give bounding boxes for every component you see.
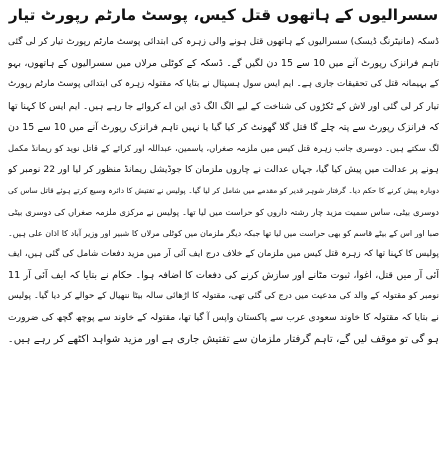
article-line: نومبر کو مقتولہ کے والد کی مدعیت میں درج کی گئی تھی، مقتولہ کا اڑھائی سالہ بیٹا ننھیال کے حوالے کر دیا گیا۔ پولیس xyxy=(8,291,439,302)
article-body xyxy=(8,32,439,350)
article-line: دوسری بیٹی، ساس سمیت مزید چار رشتہ داروں کو حراست میں لیا تھا۔ پولیس نے مرکزی ملزمہ صغراں کی دوسری بیٹی xyxy=(8,206,439,217)
article-line: کہ فرانزک رپورٹ سے پتہ چلے گا قتل گلا گھونٹ کر کیا گیا یا نہیں تاہم فرانزک رپورٹ آنے میں 10 سے 15 دن xyxy=(8,121,439,133)
article-line: آئی آر میں قتل، اغوا، ثبوت مٹانے اور سازش کرنے کی دفعات کا اضافہ ہوا۔ حکام نے بتایا کہ ایف آئی آر 11 xyxy=(8,270,439,282)
article-line: صبا اور اس کے بیٹے قاسم کو بھی حراست میں لیا تھا جبکہ دیگر ملزمان میں کوٹلی مرلاں کا شبیر اور وزیر آباد کا اذان علی ہیں۔ xyxy=(8,228,439,238)
article-line: نے بتایا کہ مقتولہ کا خاوند سعودی عرب سے پاکستان واپس آ گیا تھا، مقتولہ کے خاوند سے پوچھ گچھ کی ضرورت xyxy=(8,312,439,324)
article-line: ہونے پر عدالت میں پیش کیا گیا، جہاں عدالت نے چاروں ملزمان کا جوڈیشل ریمانڈ منظور کر لیا اور 22 نومبر کو xyxy=(8,164,439,176)
article-line: لگ سکتے ہیں۔ دوسری جانب زہرہ قتل کیس میں ملزمہ صغراں، یاسمین، عبداللہ اور کرائے کے قاتل نوید کو ریمانڈ مکمل xyxy=(8,142,439,153)
article-line: کے بہیمانہ قتل کی تحقیقات جاری ہے۔ ایم ایس سول ہسپتال نے بتایا کہ مقتولہ زہرہ کی ابتدائی پوسٹ مارٹم رپورٹ xyxy=(8,79,439,90)
article-line: ڈسکہ (مانیٹرنگ ڈیسک) سسرالیوں کے ہاتھوں قتل ہونے والی زہرہ کی ابتدائی پوسٹ مارٹم رپورٹ تیار کر لی گئی xyxy=(8,37,439,47)
article-line: دوبارہ پیش کرنے کا حکم دیا۔ گرفتار شوہر قدیر کو مقدمے میں شامل کر لیا گیا۔ پولیس نے تفتیش کا دائرہ وسیع کرتے ہوئے قاتل ساس کی xyxy=(8,186,439,196)
article-headline: سسرالیوں کے ہاتھوں قتل کیس، پوسٹ مارٹم رپورٹ تیار xyxy=(8,6,439,24)
article-line: تیار کر لی گئی اور لاش کے ٹکڑوں کی شناخت کے لیے الگ الگ ڈی این اے کروائے جا رہے ہیں۔ ایم ایس کا کہنا تھا xyxy=(8,100,439,112)
article-line: تاہم فرانزک رپورٹ آنے میں 10 سے 15 دن لگیں گے۔ ڈسکہ کے کوٹلی مرلاں میں سسرالیوں کے ہاتھوں، بہو xyxy=(8,58,439,70)
article-line: پولیس کا کہنا تھا کہ زہرہ قتل کیس میں ملزمان کے خلاف درج ایف آئی آر میں مزید دفعات شامل کی گئی ہیں، ایف xyxy=(8,248,439,259)
article-line: ہو گی تو موقف لیں گے، تاہم گرفتار ملزمان سے تفتیش جاری ہے اور مزید شواہد اکٹھے کر رہے ہیں۔ xyxy=(8,333,439,345)
